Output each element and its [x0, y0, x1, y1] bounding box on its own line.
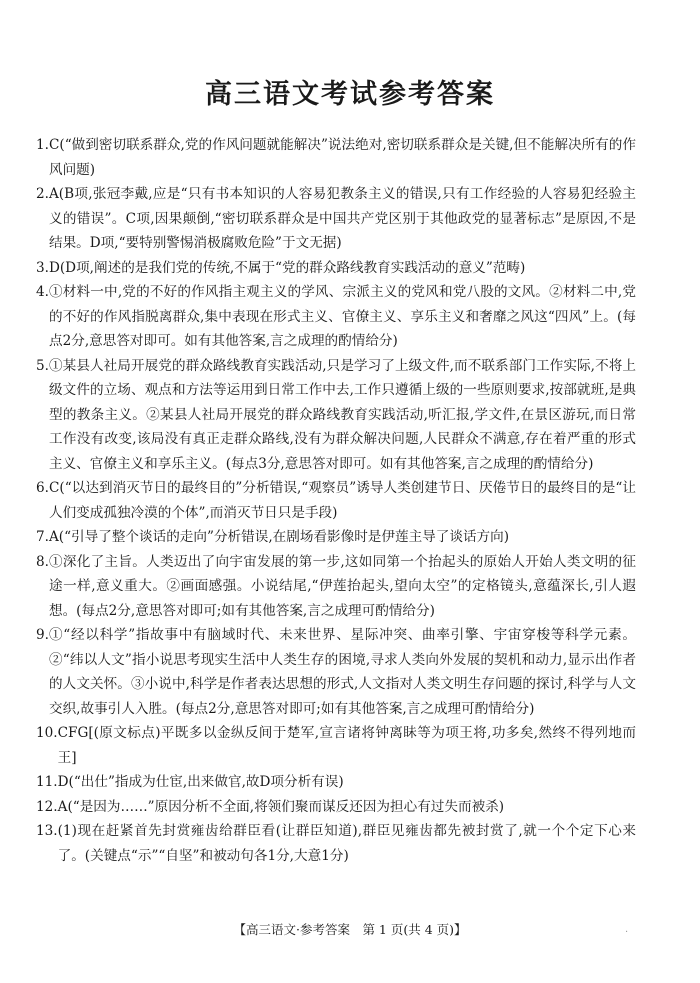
- page-title: 高三语文考试参考答案: [205, 79, 495, 110]
- answer-text: ①某县人社局开展党的群众路线教育实践活动,只是学习了上级文件,而不联系部门工作实际,不将上级文件的立场、观点和方法等运用到日常工作中去,工作只遵循上级的一些原则要求,按部就班,是典型的教条主义。②某县人社局开展党的群众路线教育实践活动,听汇报,学文件,在景区游玩,而日常工作没有改变,该局没有真正走群众路线,没有为群众解决问题,人民群众不满意,存在着严重的形式主义、官僚主义和享乐主义。(每点3分,意思答对即可。如有其他答案,言之成理的酌情给分): [48, 357, 636, 472]
- answer-text: (1)现在赶紧首先封赏雍齿给群臣看(让群臣知道),群臣见雍齿都先被封赏了,就一个个定下心来了。(关键点“示”“自坚”和被动句各1分,大意1分): [57, 823, 636, 864]
- answer-item-8: [36, 550, 636, 624]
- answer-item-9: [36, 623, 636, 721]
- answer-text: A(“引导了整个谈话的走向”分析错误,在剧场看影像时是伊莲主导了谈话方向): [48, 529, 510, 545]
- answer-number: 1.: [36, 137, 49, 153]
- answer-list: [36, 133, 636, 868]
- answer-item-13: [36, 819, 636, 868]
- answer-item-5: [36, 354, 636, 477]
- answer-text: C(“以达到消灭节日的最终目的”分析错误,“观察员”诱导人类创建节日、厌倦节日的最终目的是“让人们变成孤独冷漠的个体”,而消灭节日只是手段): [48, 480, 636, 521]
- answer-number: 7.: [36, 529, 49, 545]
- corner-mark: .: [625, 924, 629, 935]
- answer-item-1: [36, 133, 636, 182]
- answer-text: A(“是因为……”原因分析不全面,将领们聚而谋反还因为担心有过失而被杀): [57, 798, 505, 815]
- answer-text: ①材料一中,党的不好的作风指主观主义的学风、宗派主义的党风和党八股的文风。②材料二中,党的不好的作风指脱离群众,集中表现在形式主义、官僚主义、享乐主义和奢靡之风这“四风”上。(每点2分,意思答对即可。如有其他答案,言之成理的酌情给分): [48, 284, 636, 349]
- answer-item-3: [36, 256, 636, 281]
- answer-number: 2.: [36, 186, 49, 202]
- answer-item-7: [36, 525, 636, 550]
- answer-number: 11.: [36, 774, 58, 790]
- answer-text: C(“做到密切联系群众,党的作风问题就能解决”说法绝对,密切联系群众是关键,但不能解决所有的作风问题): [48, 137, 636, 178]
- answer-item-4: [36, 280, 636, 354]
- answer-number: 9.: [36, 627, 49, 643]
- answer-item-2: [36, 182, 636, 256]
- answer-number: 5.: [36, 357, 49, 374]
- answer-number: 10.: [36, 725, 58, 741]
- answer-number: 3.: [36, 259, 49, 276]
- answer-number: 4.: [36, 284, 49, 300]
- answer-number: 13.: [36, 823, 58, 839]
- answer-text: ①“经以科学”指故事中有脑域时代、未来世界、星际冲突、曲率引擎、宇宙穿梭等科学元素。②“纬以人文”指小说思考现实生活中人类生存的困境,寻求人类向外发展的契机和动力,显示出作者的人文关怀。③小说中,科学是作者表达思想的形式,人文指对人类文明生存问题的探讨,科学与人文交织,故事引人入胜。(每点2分,意思答对即可;如有其他答案,言之成理可酌情给分): [48, 627, 636, 717]
- answer-text: ①深化了主旨。人类迈出了向宇宙发展的第一步,这如同第一个抬起头的原始人开始人类文明的征途一样,意义重大。②画面感强。小说结尾,“伊莲抬起头,望向太空”的定格镜头,意蕴深长,引人遐想。(每点2分,意思答对即可;如有其他答案,言之成理可酌情给分): [48, 553, 636, 619]
- answer-text: A(B项,张冠李戴,应是“只有书本知识的人容易犯教条主义的错误,只有工作经验的人容易犯经验主义的错误”。C项,因果颠倒,“密切联系群众是中国共产党区别于其他政党的显著标志”是原因,不是结果。D项,“要特别警惕消极腐败危险”于文无据): [48, 186, 636, 251]
- page-footer: 【高三语文·参考答案 第 1 页(共 4 页)】: [233, 922, 467, 937]
- answer-number: 12.: [36, 798, 58, 815]
- answer-item-6: [36, 476, 636, 525]
- answer-item-11: [36, 770, 636, 795]
- answer-text: D(D项,阐述的是我们党的传统,不属于“党的群众路线教育实践活动的意义”范畴): [48, 259, 526, 276]
- answer-number: 6.: [36, 480, 49, 496]
- answer-text: D(“出仕”指成为仕宦,出来做官,故D项分析有误): [57, 774, 344, 790]
- answer-text: CFG[(原文标点)平既多以金纵反间于楚军,宣言诸将钟离眛等为项王将,功多矣,然终不得列地而王]: [57, 725, 636, 766]
- answer-item-12: [36, 795, 636, 820]
- answer-number: 8.: [36, 553, 49, 570]
- answer-item-10: [36, 721, 636, 770]
